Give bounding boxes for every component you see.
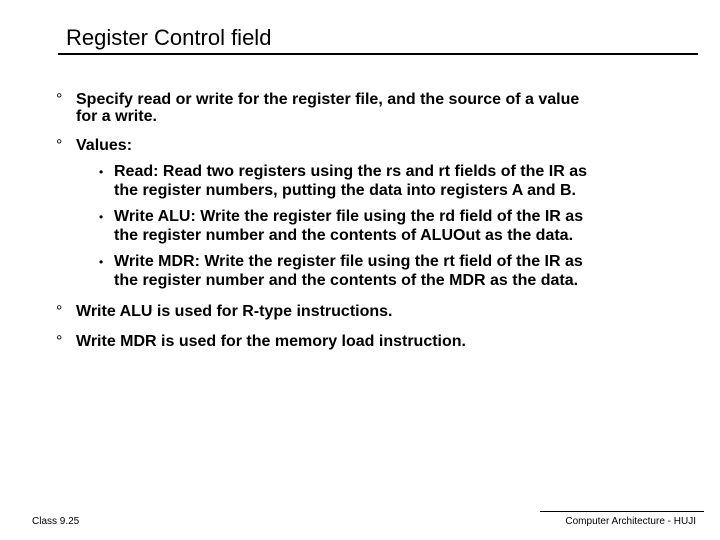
degree-bullet-icon: ° [56, 333, 63, 350]
degree-bullet-icon: ° [56, 137, 63, 154]
degree-bullet-icon: ° [56, 91, 63, 108]
subitem-text-line: the register numbers, putting the data into registers A and B. [114, 182, 576, 199]
footer-course-name: Computer Architecture - HUJI [565, 516, 696, 527]
subitem-text-line: Read: Read two registers using the rs and rt fields of the IR as [114, 163, 587, 180]
footer-divider [540, 511, 704, 512]
bullet-text-line: Specify read or write for the register file, and the source of a value [76, 91, 580, 108]
bullet-text-line: for a write. [76, 108, 157, 125]
subitem-text-line: the register number and the contents of the MDR as the data. [114, 272, 579, 289]
bullet-text-line: Write ALU is used for R-type instructions. [76, 303, 393, 320]
dot-bullet-icon: • [99, 165, 104, 179]
degree-bullet-icon: ° [56, 303, 63, 320]
dot-bullet-icon: • [99, 255, 104, 269]
bullet-text-line: Write MDR is used for the memory load instruction. [76, 333, 466, 350]
subitem-text-line: Write MDR: Write the register file using the rt field of the IR as [114, 253, 583, 270]
subitem-text-line: the register number and the contents of ALUOut as the data. [114, 227, 574, 244]
dot-bullet-icon: • [99, 210, 104, 224]
bullet-text-line: Values: [76, 137, 133, 154]
footer-slide-number: Class 9.25 [32, 516, 80, 527]
slide-title: Register Control field [66, 25, 272, 50]
subitem-text-line: Write ALU: Write the register file using the rd field of the IR as [114, 208, 584, 225]
